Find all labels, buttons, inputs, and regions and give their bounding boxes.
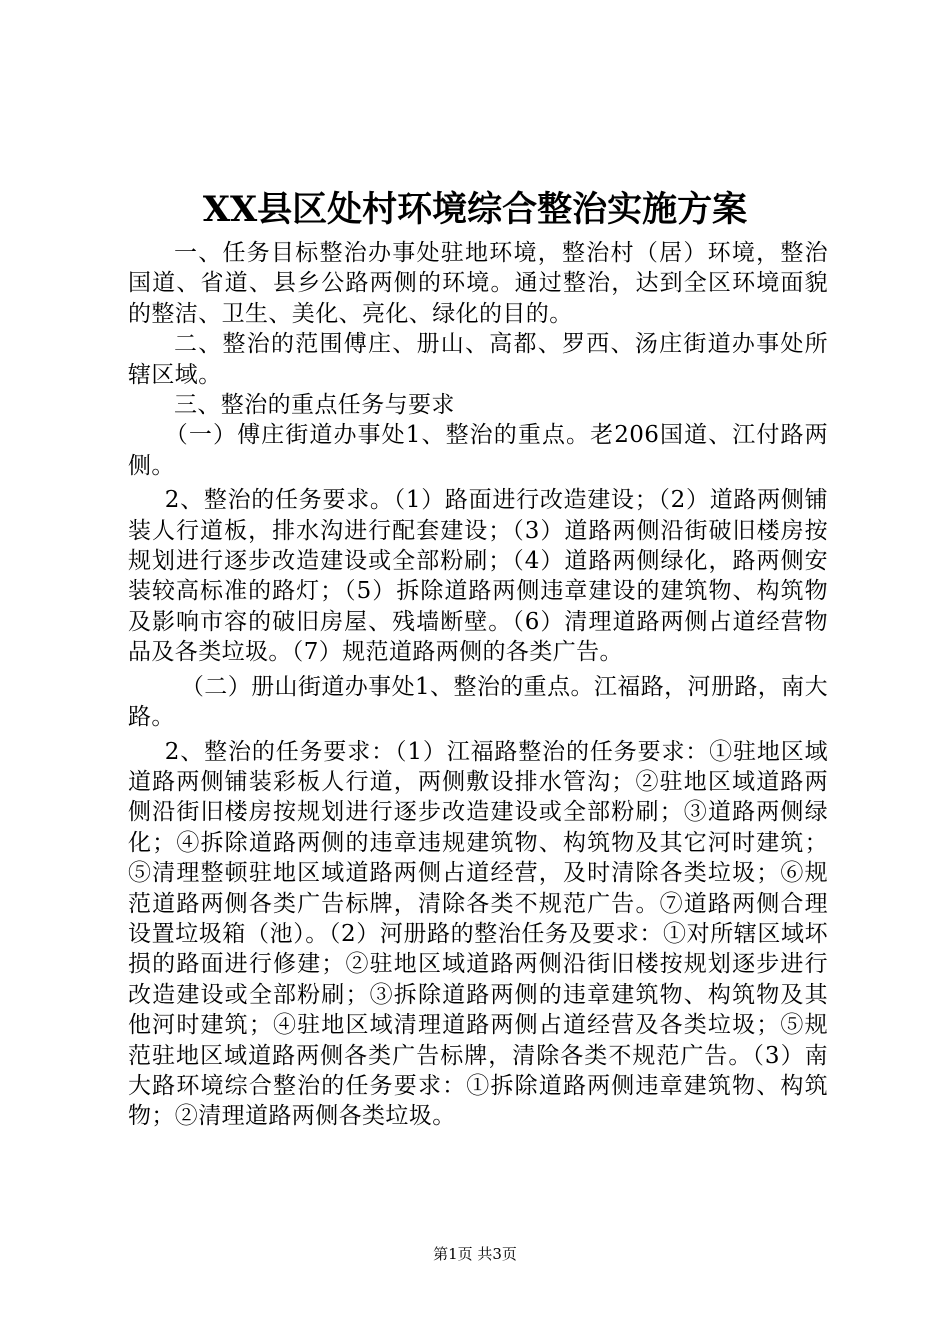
paragraph-fuzhuang-focus: （一）傅庄街道办事处1、整治的重点。老206国道、江付路两侧。 (128, 422, 828, 479)
document-body (128, 238, 828, 1132)
page-footer: 第1页 共3页 (433, 1245, 517, 1263)
paragraph-scope: 二、整治的范围傅庄、册山、高都、罗西、汤庄街道办事处所辖区域。 (128, 331, 828, 388)
paragraph-task-goal: 一、任务目标整治办事处驻地环境，整治村（居）环境，整治国道、省道、县乡公路两侧的环境。通过整治，达到全区环境面貌的整洁、卫生、美化、亮化、绿化的目的。 (128, 240, 828, 327)
paragraph-ceshan-requirements: 2、整治的任务要求：（1）江福路整治的任务要求：①驻地区域道路两侧铺装彩板人行道，两侧敷设排水管沟；②驻地区域道路两侧沿街旧楼房按规划进行逐步改造建设或全部粉刷；③道路两侧绿化；④拆除道路两侧的违章违规建筑物、构筑物及其它河时建筑；⑤清理整顿驻地区域道路两侧占道经营，及时清除各类垃圾；⑥规范道路两侧各类广告标牌，清除各类不规范广告。⑦道路两侧合理设置垃圾箱（池）。（2）河册路的整治任务及要求：①对所辖区域坏损的路面进行修建；②驻地区域道路两侧沿街旧楼按规划逐步进行改造建设或全部粉刷；③拆除道路两侧的违章建筑物、构筑物及其他河时建筑；④驻地区域清理道路两侧占道经营及各类垃圾；⑤规范驻地区域道路两侧各类广告标牌，清除各类不规范广告。（3）南大路环境综合整治的任务要求：①拆除道路两侧违章建筑物、构筑物；②清理道路两侧各类垃圾。 (128, 738, 828, 1130)
paragraph-fuzhuang-requirements: 2、整治的任务要求。（1）路面进行改造建设；（2）道路两侧铺装人行道板，排水沟进行配套建设；（3）道路两侧沿街破旧楼房按规划进行逐步改造建设或全部粉刷；（4）道路两侧绿化，路两侧安装较高标准的路灯；（5）拆除道路两侧违章建设的建筑物、构筑物及影响市容的破旧房屋、残墙断壁。（6）清理道路两侧占道经营物品及各类垃圾。（7）规范道路两侧的各类广告。 (128, 487, 828, 666)
document-title: XX县区处村环境综合整治实施方案 (202, 189, 748, 230)
paragraph-key-tasks-heading: 三、整治的重点任务与要求 (174, 392, 455, 419)
paragraph-ceshan-focus: （二）册山街道办事处1、整治的重点。江福路，河册路，南大路。 (128, 673, 828, 731)
